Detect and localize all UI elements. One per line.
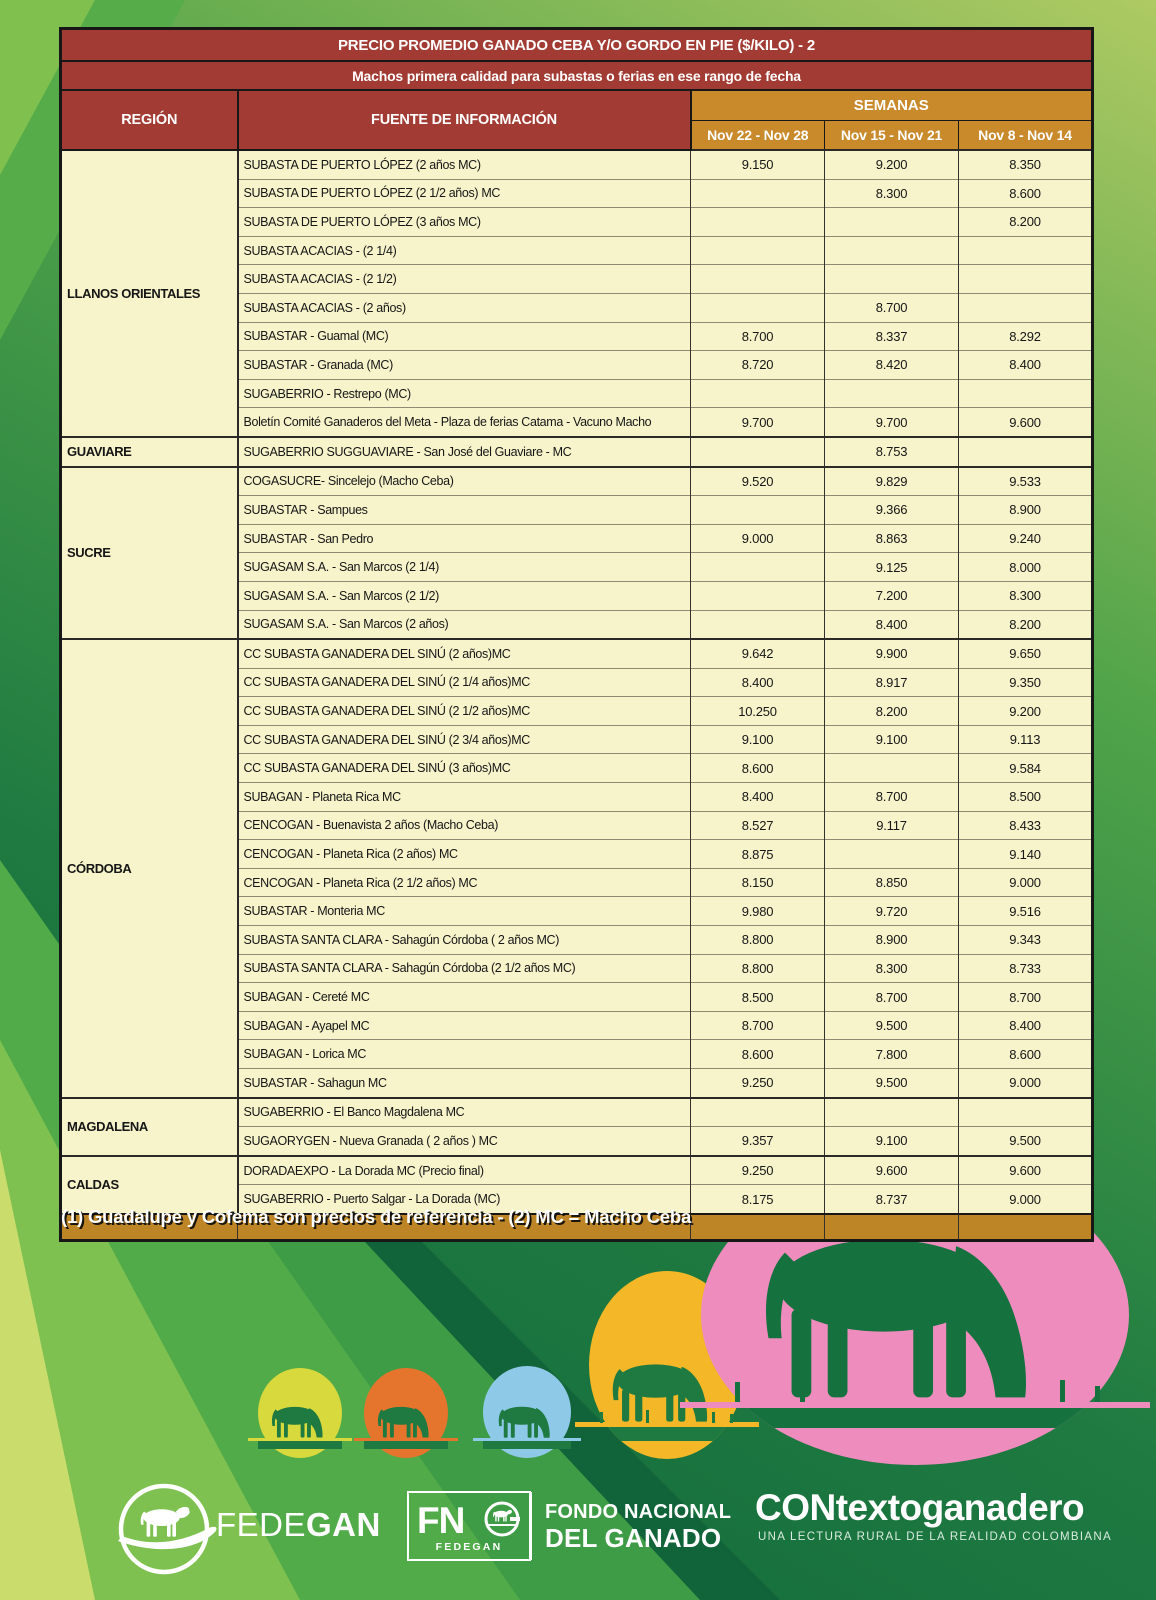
source-cell: CC SUBASTA GANADERA DEL SINÚ (2 3/4 años)MC	[238, 725, 691, 754]
source-cell: SUBASTAR - Guamal (MC)	[238, 322, 691, 351]
price-cell: 8.720	[691, 351, 825, 380]
fedegan-wordmark-light: FEDE	[216, 1506, 307, 1543]
price-cell	[691, 437, 825, 467]
footnote: (1) Guadalupe y Cofema son precios de referencia - (2) MC = Macho Ceba	[61, 1206, 692, 1227]
price-cell: 8.737	[825, 1185, 959, 1214]
contextoganadero-tagline: UNA LECTURA RURAL DE LA REALIDAD COLOMBIANA	[758, 1531, 1112, 1543]
price-cell: 8.400	[691, 783, 825, 812]
price-cell: 8.292	[959, 322, 1093, 351]
source-cell: SUBAGAN - Lorica MC	[238, 1040, 691, 1069]
source-cell: SUBASTAR - Sampues	[238, 496, 691, 525]
price-cell: 9.350	[959, 668, 1093, 697]
price-cell: 9.250	[691, 1156, 825, 1185]
source-cell: SUBASTAR - San Pedro	[238, 524, 691, 553]
price-cell: 8.300	[825, 954, 959, 983]
region-cell: LLANOS ORIENTALES	[61, 150, 238, 437]
price-cell: 8.875	[691, 840, 825, 869]
price-cell: 9.000	[691, 524, 825, 553]
price-cell: 9.100	[825, 725, 959, 754]
price-cell: 9.000	[959, 868, 1093, 897]
column-header-weeks: SEMANAS	[691, 90, 1093, 121]
fng-fondo-nacional: FONDO NACIONAL	[545, 1501, 732, 1523]
price-cell: 9.700	[691, 408, 825, 437]
price-cell: 8.600	[959, 179, 1093, 208]
price-cell: 9.516	[959, 897, 1093, 926]
price-table	[59, 27, 1094, 1242]
source-cell: SUBASTA DE PUERTO LÓPEZ (2 años MC)	[238, 150, 691, 179]
price-cell	[691, 553, 825, 582]
price-cell: 8.150	[691, 868, 825, 897]
price-cell	[959, 1214, 1093, 1241]
price-cell	[959, 379, 1093, 408]
price-cell	[825, 379, 959, 408]
price-table-body	[61, 150, 1093, 1240]
column-header-week-2: Nov 15 - Nov 21	[825, 121, 959, 151]
price-cell: 8.527	[691, 811, 825, 840]
fng-acronym: FN	[417, 1500, 465, 1541]
price-cell: 8.400	[825, 610, 959, 639]
price-cell	[959, 236, 1093, 265]
price-cell	[691, 496, 825, 525]
source-cell: SUBASTA DE PUERTO LÓPEZ (2 1/2 años) MC	[238, 179, 691, 208]
source-cell: SUGASAM S.A. - San Marcos (2 años)	[238, 610, 691, 639]
price-cell	[825, 840, 959, 869]
price-cell: 9.700	[825, 408, 959, 437]
source-cell: SUBASTA SANTA CLARA - Sahagún Córdoba (2 1/2 años MC)	[238, 954, 691, 983]
source-cell: SUBASTA ACACIAS - (2 años)	[238, 293, 691, 322]
price-cell	[691, 1098, 825, 1127]
price-cell	[691, 379, 825, 408]
source-cell: SUGABERRIO SUGGUAVIARE - San José del Guaviare - MC	[238, 437, 691, 467]
price-cell: 8.700	[959, 983, 1093, 1012]
source-cell: CC SUBASTA GANADERA DEL SINÚ (2 años)MC	[238, 639, 691, 668]
price-cell	[691, 236, 825, 265]
price-cell: 9.584	[959, 754, 1093, 783]
price-cell: 9.200	[959, 697, 1093, 726]
price-cell: 10.250	[691, 697, 825, 726]
price-cell: 8.433	[959, 811, 1093, 840]
source-cell: SUGABERRIO - El Banco Magdalena MC	[238, 1098, 691, 1127]
source-cell: SUGABERRIO - Restrepo (MC)	[238, 379, 691, 408]
price-cell	[825, 754, 959, 783]
price-cell	[691, 265, 825, 294]
table-title-row	[61, 29, 1093, 62]
price-cell: 9.357	[691, 1127, 825, 1156]
price-cell: 9.343	[959, 926, 1093, 955]
price-cell: 8.800	[691, 954, 825, 983]
price-cell: 9.500	[825, 1011, 959, 1040]
price-cell: 9.600	[959, 1156, 1093, 1185]
price-cell	[691, 208, 825, 237]
price-cell: 8.400	[691, 668, 825, 697]
price-cell: 8.917	[825, 668, 959, 697]
price-cell: 9.000	[959, 1069, 1093, 1098]
fng-del-ganado: DEL GANADO	[545, 1523, 722, 1553]
source-cell: SUGASAM S.A. - San Marcos (2 1/2)	[238, 581, 691, 610]
table-title: PRECIO PROMEDIO GANADO CEBA Y/O GORDO EN PIE ($/KILO) - 2	[61, 29, 1093, 62]
source-cell: SUGABERRIO - Puerto Salgar - La Dorada (MC)	[238, 1185, 691, 1214]
source-cell: SUBASTA ACACIAS - (2 1/2)	[238, 265, 691, 294]
price-cell: 9.150	[691, 150, 825, 179]
price-cell: 9.650	[959, 639, 1093, 668]
price-cell: 8.420	[825, 351, 959, 380]
source-cell: SUBASTA ACACIAS - (2 1/4)	[238, 236, 691, 265]
price-cell: 8.850	[825, 868, 959, 897]
table-subtitle: Machos primera calidad para subastas o ferias en ese rango de fecha	[61, 61, 1093, 90]
source-cell: SUBASTAR - Granada (MC)	[238, 351, 691, 380]
source-cell: SUBASTA DE PUERTO LÓPEZ (3 años MC)	[238, 208, 691, 237]
price-cell	[691, 610, 825, 639]
price-cell: 8.500	[959, 783, 1093, 812]
price-cell: 8.400	[959, 1011, 1093, 1040]
price-cell: 9.200	[825, 150, 959, 179]
region-cell: GUAVIARE	[61, 437, 238, 467]
source-cell: CC SUBASTA GANADERA DEL SINÚ (2 1/4 años)MC	[238, 668, 691, 697]
price-cell: 8.700	[825, 293, 959, 322]
price-cell: 9.140	[959, 840, 1093, 869]
price-table-grid	[59, 27, 1094, 1242]
price-cell	[825, 1098, 959, 1127]
price-cell: 9.100	[825, 1127, 959, 1156]
price-cell	[959, 293, 1093, 322]
price-cell: 9.520	[691, 467, 825, 496]
price-cell: 8.900	[959, 496, 1093, 525]
price-cell	[825, 236, 959, 265]
price-cell: 8.000	[959, 553, 1093, 582]
price-cell: 9.600	[825, 1156, 959, 1185]
price-cell: 8.200	[825, 697, 959, 726]
fedegan-wordmark	[216, 1506, 381, 1544]
price-cell: 8.600	[959, 1040, 1093, 1069]
price-cell: 8.700	[691, 322, 825, 351]
price-cell: 9.100	[691, 725, 825, 754]
source-cell: SUBASTAR - Monteria MC	[238, 897, 691, 926]
price-cell: 9.980	[691, 897, 825, 926]
price-cell	[691, 581, 825, 610]
source-cell: SUBASTAR - Sahagun MC	[238, 1069, 691, 1098]
price-cell	[691, 179, 825, 208]
price-cell: 9.900	[825, 639, 959, 668]
price-cell: 9.829	[825, 467, 959, 496]
price-cell	[691, 1214, 825, 1241]
table-subtitle-row	[61, 61, 1093, 90]
region-cell: CÓRDOBA	[61, 639, 238, 1098]
source-cell: CENCOGAN - Buenavista 2 años (Macho Ceba)	[238, 811, 691, 840]
price-cell	[691, 293, 825, 322]
price-cell: 8.200	[959, 208, 1093, 237]
price-cell: 9.600	[959, 408, 1093, 437]
price-cell: 8.700	[691, 1011, 825, 1040]
table-row	[61, 467, 1093, 496]
region-cell: CALDAS	[61, 1156, 238, 1214]
price-cell: 7.200	[825, 581, 959, 610]
source-cell: SUBAGAN - Ayapel MC	[238, 1011, 691, 1040]
price-cell	[959, 437, 1093, 467]
price-cell: 8.753	[825, 437, 959, 467]
source-cell: SUGASAM S.A. - San Marcos (2 1/4)	[238, 553, 691, 582]
column-header-source: FUENTE DE INFORMACIÓN	[238, 90, 691, 150]
price-cell: 8.800	[691, 926, 825, 955]
price-cell: 9.125	[825, 553, 959, 582]
price-cell: 8.200	[959, 610, 1093, 639]
price-cell	[959, 265, 1093, 294]
price-cell: 8.700	[825, 783, 959, 812]
region-cell: SUCRE	[61, 467, 238, 640]
source-cell: CC SUBASTA GANADERA DEL SINÚ (2 1/2 años)MC	[238, 697, 691, 726]
price-cell: 9.113	[959, 725, 1093, 754]
price-cell	[825, 265, 959, 294]
price-cell: 8.600	[691, 754, 825, 783]
price-cell	[959, 1098, 1093, 1127]
source-cell: SUBAGAN - Cereté MC	[238, 983, 691, 1012]
price-cell: 8.700	[825, 983, 959, 1012]
price-cell: 9.366	[825, 496, 959, 525]
fedegan-wordmark-bold: GAN	[306, 1506, 381, 1543]
source-cell: SUGAORYGEN - Nueva Granada ( 2 años ) MC	[238, 1127, 691, 1156]
table-row	[61, 1156, 1093, 1185]
price-cell: 9.500	[959, 1127, 1093, 1156]
price-cell: 9.117	[825, 811, 959, 840]
region-cell: MAGDALENA	[61, 1098, 238, 1156]
table-row	[61, 150, 1093, 179]
price-cell: 8.300	[959, 581, 1093, 610]
source-cell: COGASUCRE- Sincelejo (Macho Ceba)	[238, 467, 691, 496]
price-cell: 9.500	[825, 1069, 959, 1098]
price-cell: 8.400	[959, 351, 1093, 380]
column-header-week-1: Nov 22 - Nov 28	[691, 121, 825, 151]
price-cell: 8.733	[959, 954, 1093, 983]
price-cell: 9.240	[959, 524, 1093, 553]
table-header-row	[61, 90, 1093, 121]
source-cell: SUBASTA SANTA CLARA - Sahagún Córdoba ( 2 años MC)	[238, 926, 691, 955]
price-cell: 9.000	[959, 1185, 1093, 1214]
price-cell: 9.720	[825, 897, 959, 926]
price-cell: 9.250	[691, 1069, 825, 1098]
price-cell: 8.350	[959, 150, 1093, 179]
source-cell: DORADAEXPO - La Dorada MC (Precio final)	[238, 1156, 691, 1185]
price-cell: 9.533	[959, 467, 1093, 496]
fng-subtitle: FEDEGAN	[435, 1541, 503, 1553]
price-cell	[825, 208, 959, 237]
price-cell: 7.800	[825, 1040, 959, 1069]
price-cell: 9.642	[691, 639, 825, 668]
price-cell: 8.900	[825, 926, 959, 955]
source-cell: CENCOGAN - Planeta Rica (2 1/2 años) MC	[238, 868, 691, 897]
column-header-week-3: Nov 8 - Nov 14	[959, 121, 1093, 151]
column-header-region: REGIÓN	[61, 90, 238, 150]
price-cell: 8.175	[691, 1185, 825, 1214]
price-cell	[825, 1214, 959, 1241]
price-cell: 8.337	[825, 322, 959, 351]
contextoganadero-wordmark: CONtextoganadero	[755, 1487, 1085, 1528]
source-cell: CC SUBASTA GANADERA DEL SINÚ (3 años)MC	[238, 754, 691, 783]
price-cell: 8.863	[825, 524, 959, 553]
source-cell: SUBAGAN - Planeta Rica MC	[238, 783, 691, 812]
source-cell: CENCOGAN - Planeta Rica (2 años) MC	[238, 840, 691, 869]
price-cell: 8.600	[691, 1040, 825, 1069]
table-row	[61, 1098, 1093, 1127]
price-cell: 8.500	[691, 983, 825, 1012]
source-cell: Boletín Comité Ganaderos del Meta - Plaza de ferias Catama - Vacuno Macho	[238, 408, 691, 437]
table-row	[61, 437, 1093, 467]
price-cell: 8.300	[825, 179, 959, 208]
table-row	[61, 639, 1093, 668]
